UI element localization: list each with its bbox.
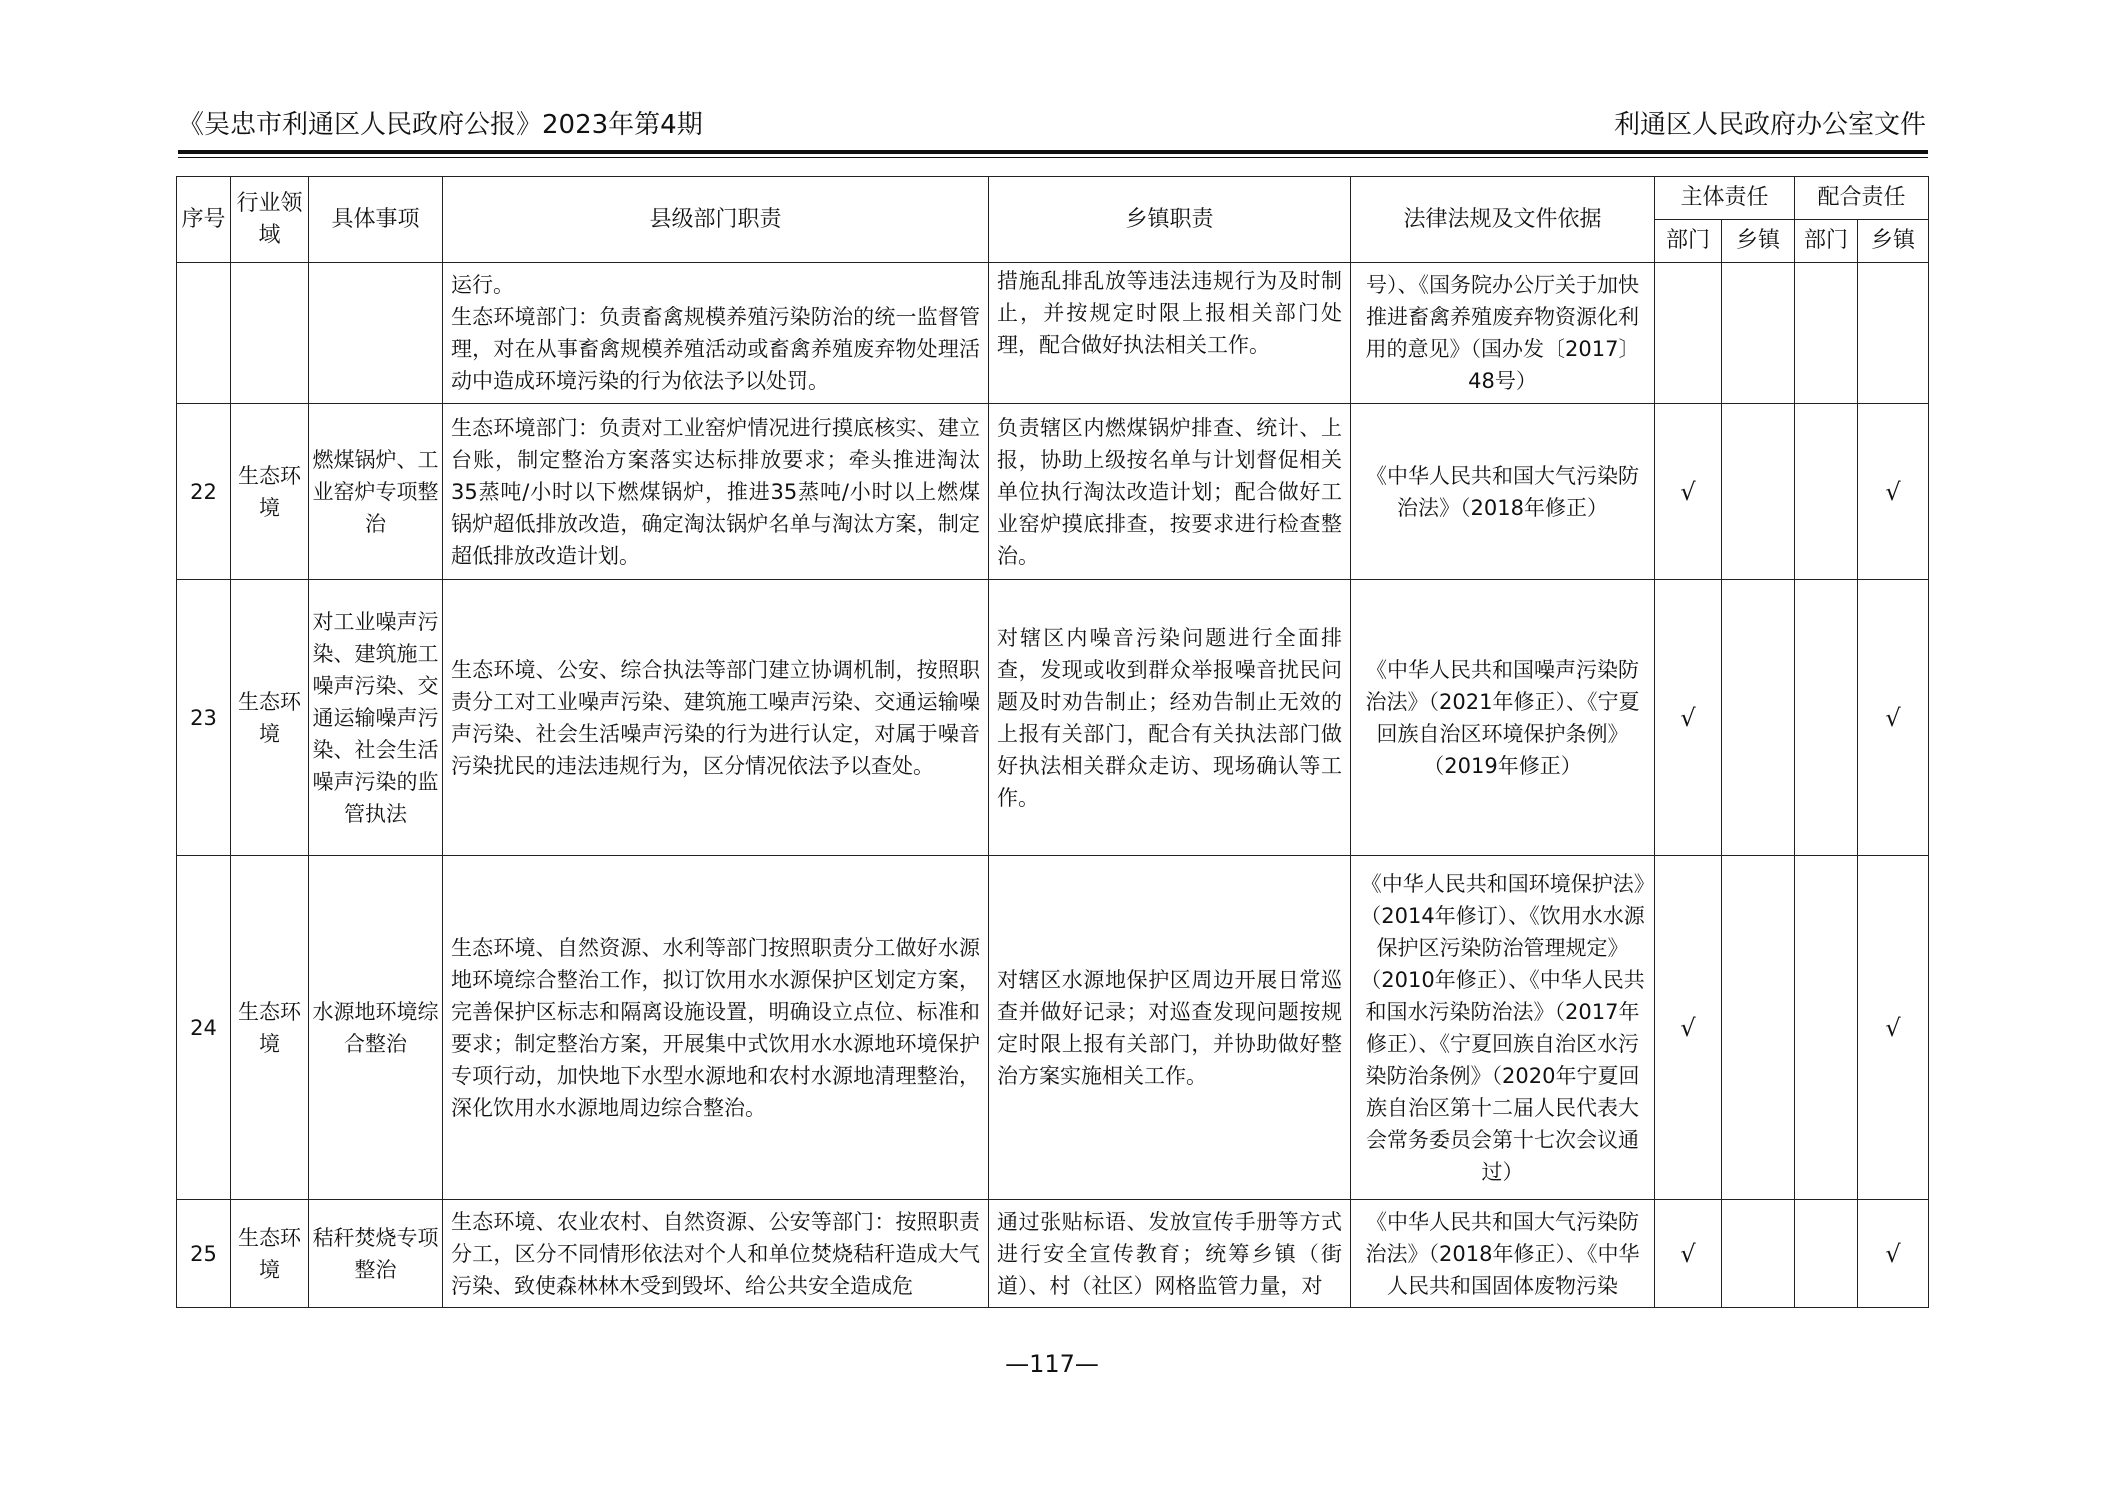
row-main-town xyxy=(1722,1200,1795,1308)
col-header-field: 行业领域 xyxy=(231,177,309,263)
col-header-no: 序号 xyxy=(177,177,231,263)
row-coop-town: √ xyxy=(1858,856,1929,1200)
row-coop-dept xyxy=(1795,1200,1858,1308)
col-header-main-resp: 主体责任 xyxy=(1655,177,1795,220)
row-coop-town: √ xyxy=(1858,404,1929,580)
row-county-duty: 运行。 生态环境部门：负责畜禽规模养殖污染防治的统一监督管理，对在从事畜禽规模养殖活动或畜禽养殖废弃物处理活动中造成环境污染的行为依法予以处罚。 xyxy=(443,263,989,404)
row-town-duty: 措施乱排乱放等违法违规行为及时制止，并按规定时限上报相关部门处理，配合做好执法相关工作。 xyxy=(989,263,1351,404)
table-row xyxy=(177,580,1929,856)
row-main-dept: √ xyxy=(1655,856,1722,1200)
col-header-main-town: 乡镇 xyxy=(1722,220,1795,263)
row-no: 22 xyxy=(177,404,231,580)
row-coop-town: √ xyxy=(1858,580,1929,856)
col-header-main-dept: 部门 xyxy=(1655,220,1722,263)
row-town-duty: 对辖区水源地保护区周边开展日常巡查并做好记录；对巡查发现问题按规定时限上报有关部门，并协助做好整治方案实施相关工作。 xyxy=(989,856,1351,1200)
table-row xyxy=(177,1200,1929,1308)
row-no: 25 xyxy=(177,1200,231,1308)
row-item: 水源地环境综合整治 xyxy=(309,856,443,1200)
row-field xyxy=(231,263,309,404)
row-main-town xyxy=(1722,404,1795,580)
office-document-label: 利通区人民政府办公室文件 xyxy=(1613,110,1926,140)
row-coop-town xyxy=(1858,263,1929,404)
col-header-coop-town: 乡镇 xyxy=(1858,220,1929,263)
page-number: —117— xyxy=(1005,1350,1099,1378)
row-law-basis: 《中华人民共和国环境保护法》（2014年修订）、《饮用水水源保护区污染防治管理规定》（2010年修正）、《中华人民共和国水污染防治法》（2017年修正）、《宁夏回族自治区水污染防治条例》（2020年宁夏回族自治区第十二届人民代表大会常务委员会第十七次会议通过） xyxy=(1351,856,1655,1200)
row-field: 生态环境 xyxy=(231,856,309,1200)
row-law-basis: 《中华人民共和国大气污染防治法》（2018年修正）、《中华人民共和国固体废物污染 xyxy=(1351,1200,1655,1308)
publication-title: 《吴忠市利通区人民政府公报》2023年第4期 xyxy=(178,110,703,140)
row-law-basis: 《中华人民共和国噪声污染防治法》（2021年修正）、《宁夏回族自治区环境保护条例》（2019年修正） xyxy=(1351,580,1655,856)
table-row xyxy=(177,404,1929,580)
header-rule-thick xyxy=(178,150,1928,154)
row-town-duty: 通过张贴标语、发放宣传手册等方式进行安全宣传教育；统筹乡镇（街道）、村（社区）网格监管力量，对 xyxy=(989,1200,1351,1308)
table-row xyxy=(177,856,1929,1200)
col-header-town: 乡镇职责 xyxy=(989,177,1351,263)
row-county-duty: 生态环境、自然资源、水利等部门按照职责分工做好水源地环境综合整治工作，拟订饮用水水源保护区划定方案，完善保护区标志和隔离设施设置，明确设立点位、标准和要求；制定整治方案，开展集中式饮用水水源地环境保护专项行动，加快地下水型水源地和农村水源地清理整治，深化饮用水水源地周边综合整治。 xyxy=(443,856,989,1200)
row-main-dept: √ xyxy=(1655,580,1722,856)
col-header-item: 具体事项 xyxy=(309,177,443,263)
col-header-law: 法律法规及文件依据 xyxy=(1351,177,1655,263)
row-field: 生态环境 xyxy=(231,404,309,580)
row-item: 燃煤锅炉、工业窑炉专项整治 xyxy=(309,404,443,580)
row-coop-dept xyxy=(1795,263,1858,404)
table-row xyxy=(177,263,1929,404)
row-law-basis: 号）、《国务院办公厅关于加快推进畜禽养殖废弃物资源化利用的意见》（国办发〔2017〕48号） xyxy=(1351,263,1655,404)
row-field: 生态环境 xyxy=(231,1200,309,1308)
row-town-duty: 对辖区内噪音污染问题进行全面排查，发现或收到群众举报噪音扰民问题及时劝告制止；经劝告制止无效的上报有关部门，配合有关执法部门做好执法相关群众走访、现场确认等工作。 xyxy=(989,580,1351,856)
responsibility-table xyxy=(176,176,1929,1308)
row-field: 生态环境 xyxy=(231,580,309,856)
row-coop-dept xyxy=(1795,580,1858,856)
row-law-basis: 《中华人民共和国大气污染防治法》（2018年修正） xyxy=(1351,404,1655,580)
row-coop-dept xyxy=(1795,404,1858,580)
row-no: 24 xyxy=(177,856,231,1200)
row-item: 对工业噪声污染、建筑施工噪声污染、交通运输噪声污染、社会生活噪声污染的监管执法 xyxy=(309,580,443,856)
col-header-coop-resp: 配合责任 xyxy=(1795,177,1929,220)
row-item: 秸秆焚烧专项整治 xyxy=(309,1200,443,1308)
row-county-duty: 生态环境、农业农村、自然资源、公安等部门：按照职责分工，区分不同情形依法对个人和单位焚烧秸秆造成大气污染、致使森林林木受到毁坏、给公共安全造成危 xyxy=(443,1200,989,1308)
row-county-duty: 生态环境部门：负责对工业窑炉情况进行摸底核实、建立台账，制定整治方案落实达标排放要求；牵头推进淘汰35蒸吨/小时以下燃煤锅炉，推进35蒸吨/小时以上燃煤锅炉超低排放改造，确定淘汰锅炉名单与淘汰方案，制定超低排放改造计划。 xyxy=(443,404,989,580)
col-header-coop-dept: 部门 xyxy=(1795,220,1858,263)
col-header-county: 县级部门职责 xyxy=(443,177,989,263)
row-no xyxy=(177,263,231,404)
row-main-dept: √ xyxy=(1655,404,1722,580)
row-main-town xyxy=(1722,263,1795,404)
header-rule-thin xyxy=(178,157,1928,158)
row-main-town xyxy=(1722,580,1795,856)
row-main-dept: √ xyxy=(1655,1200,1722,1308)
row-item xyxy=(309,263,443,404)
row-town-duty: 负责辖区内燃煤锅炉排查、统计、上报，协助上级按名单与计划督促相关单位执行淘汰改造计划；配合做好工业窑炉摸底排查，按要求进行检查整治。 xyxy=(989,404,1351,580)
row-coop-town: √ xyxy=(1858,1200,1929,1308)
row-main-dept xyxy=(1655,263,1722,404)
row-no: 23 xyxy=(177,580,231,856)
row-main-town xyxy=(1722,856,1795,1200)
table-header-row xyxy=(177,177,1929,220)
row-coop-dept xyxy=(1795,856,1858,1200)
row-county-duty: 生态环境、公安、综合执法等部门建立协调机制，按照职责分工对工业噪声污染、建筑施工噪声污染、交通运输噪声污染、社会生活噪声污染的行为进行认定，对属于噪音污染扰民的违法违规行为，区分情况依法予以查处。 xyxy=(443,580,989,856)
